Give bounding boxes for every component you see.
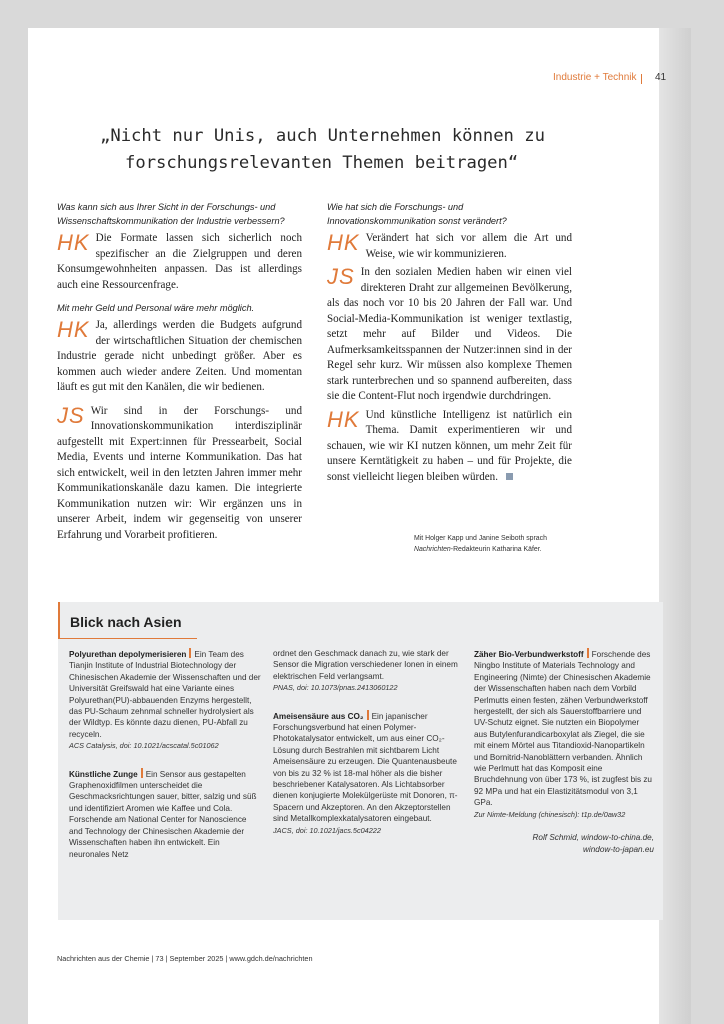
credit-line-2: Nachrichten-Redakteurin Katharina Käfer. [414, 546, 542, 553]
interview-answer [327, 265, 572, 405]
headline-line-2: forschungsrelevanten Themen beitragen“ [125, 153, 519, 173]
interview-answer [327, 408, 572, 486]
section-label: Industrie + Technik [553, 72, 637, 83]
news-text: Ein japanischer Forschungsverbund hat einen Polymer-Photokatalysator entwickelt, um aus einer CO₂-Lösung durch Bestrahlen mit sichtbarem Licht Ameisensäure zu erzeugen. Die Quantenausbeute von bis zu 32 % ist 18-mal höher als die bisher beschriebener Katalysatoren. Als Lichtabsorber dienen konjugierte Molekülgerüste mit Donoren, π-Spacern und Akzeptoren. An den Akzeptorstellen sind Metallkomplexkatalysatoren eingebaut. [273, 711, 458, 824]
magazine-page [28, 28, 691, 1024]
speaker-initials: HK [57, 230, 90, 255]
heading-divider [587, 648, 589, 658]
answer-text: Die Formate lassen sich sicherlich noch spezifischer an die Zielgruppen und deren Konsumgewohnheiten anpassen. Das ist allerdings auch eine Ressourcenfrage. [57, 232, 302, 291]
heading-divider [189, 648, 191, 658]
end-of-article-mark [506, 473, 513, 480]
speaker-initials: JS [327, 264, 355, 289]
heading-divider [141, 768, 143, 778]
news-item [69, 768, 261, 860]
news-box-signature [474, 832, 654, 855]
interview-credit [414, 533, 634, 555]
headline [100, 123, 660, 177]
news-text: Ein Sensor aus gestapelten Graphenoxidfilmen unterscheidet die Geschmacksrichtungen sauer, bitter, salzig und süß und identifiziert Aromen wie Kaffee und Cola. Forschende am National Center for Nanoscience and Technology der Chinesischen Akademie der Wissenschaften haben ihn entwickelt. Ein neuronales Netz [69, 769, 257, 859]
news-item [273, 648, 465, 694]
news-item [474, 648, 654, 820]
signature-line-2: window-to-japan.eu [582, 844, 654, 854]
news-item [69, 648, 261, 752]
interview-answer [57, 404, 302, 544]
interview-column-right [327, 200, 572, 493]
credit-line-1: Mit Holger Kapp und Janine Seiboth sprach [414, 535, 547, 542]
signature-line-1: Rolf Schmid, window-to-china.de, [532, 833, 654, 843]
interview-answer [327, 231, 572, 262]
interview-answer [57, 318, 302, 396]
speaker-initials: HK [327, 230, 360, 255]
news-reference: ACS Catalysis, doi: 10.1021/acscatal.5c01062 [69, 741, 219, 751]
page-number: 41 [655, 72, 667, 83]
interview-answer [57, 231, 302, 293]
page-footer: Nachrichten aus der Chemie | 73 | September 2025 | www.gdch.de/nachrichten [57, 954, 313, 963]
page-edge-shadow [659, 28, 691, 1024]
header-divider [641, 74, 642, 84]
interview-question: Was kann sich aus Ihrer Sicht in der Forschungs- und Wissenschaftskommunikation der Industrie verbessern? [57, 202, 285, 226]
speaker-initials: HK [327, 406, 360, 432]
news-heading: Polyurethan depolymerisieren [69, 650, 187, 659]
news-reference: JACS, doi: 10.1021/jacs.5c04222 [273, 825, 381, 835]
news-reference: Zur Nimte-Meldung (chinesisch): t1p.de/0aw32 [474, 809, 626, 819]
headline-line-1: „Nicht nur Unis, auch Unternehmen können zu [100, 126, 545, 146]
news-text: Forschende des Ningbo Institute of Materials Technology and Engineering (Nimte) der Chinesischen Akademie der Wissenschaften haben nach dem Vorbild Perlmutts einen festen, zähen Verbundwerkstoff hergestellt, der sich als Sauerstoffbarriere und UV-Schutz eignet. Sie nutzten ein Biopolymer aus Butylenfurandicarboxylat als Ziegel, die sie mit einem Mörtel aus Titandioxid-Nanopartikeln und Bornitrid-Nanoblättern verbanden. Ähnlich wie Perlmutt hat das Komposit eine Bruchdehnung von über 173 %, ist zugfest bis zu 92 MPa und hat ein Elastizitätsmodul von 3,1 GPa. [474, 650, 652, 808]
answer-text: Wir sind in der Forschungs- und Innovationskommunikation interdisziplinär aufgestellt mit Expert:innen für Pressearbeit, Social Media, Events und interne Kommunikation. Das hat sich entwickelt, weil in den letzten Jahren immer mehr Kommunikationskanäle dazu kamen. Die integrierte Kommunikation nutzen wir: Wir ergänzen uns in unserer Arbeit, indem wir gegenseitig von unserer Erfahrung und Vorarbeit profitieren. [57, 404, 302, 541]
answer-text: Verändert hat sich vor allem die Art und Weise, wie wir kommunizieren. [365, 232, 572, 260]
news-box-title: Blick nach Asien [70, 614, 182, 630]
answer-text: In den sozialen Medien haben wir einen viel direkteren Draht zur allgemeinen Bevölkerung, als das noch vor 10 bis 20 Jahren der Fall war. Und Social-Media-Kommunikation ist weniger textlastig, setzt mehr auf Bilder und Videos. Die Aufmerksamkeitsspannen der Nutzer:innen sind in der Regel sehr kurz. Wir müssen also komplexe Themen stark runterbrechen und so spannend aufbereiten, dass sie die Content-Flut noch irgendwie durchdringen. [327, 266, 572, 402]
answer-text: Und künstliche Intelligenz ist natürlich ein Thema. Damit experimentieren wir und schauen, wie wir KI nutzen können, um mehr Zeit für unsere Kerntätigkeit zu haben – und für Projekte, die sonst vielleicht liegen bleiben würden. [327, 408, 572, 483]
news-column-2 [273, 648, 465, 852]
speaker-initials: JS [57, 402, 85, 428]
speaker-initials: HK [57, 317, 90, 342]
answer-text: Ja, allerdings werden die Budgets aufgrund der wirtschaftlichen Situation der chemischen Industrie gerade nicht unbedingt größer. Aber es kommen auch wieder andere Zeiten. Und momentan läuft es gut mit den Kanälen, die wir bedienen. [57, 319, 302, 393]
interview-column-left [57, 200, 302, 551]
news-text: Ein Team des Tianjin Institute of Industrial Biotechnology der Chinesischen Akademie der Wissenschaften und der Universität Greifswald hat eine Variante eines Polyurethan(PU)-abbauenden Enzyms hergestellt, das PU-Schaum zehnmal schneller hydrolysiert als der Wildtyp. Es könnte dazu dienen, PU-Abfall zu recyceln. [69, 650, 261, 739]
news-column-1 [69, 648, 261, 876]
news-heading: Ameisensäure aus CO₂ [273, 711, 364, 721]
interview-question: Mit mehr Geld und Personal wäre mehr möglich. [57, 303, 255, 313]
news-item [273, 710, 465, 836]
heading-divider [367, 710, 369, 720]
news-column-3 [474, 648, 654, 855]
news-text: ordnet den Geschmack danach zu, wie stark der Sensor die Migration verschiedener Ionen in einem elektrischen Feld verlangsamt. [273, 649, 458, 681]
interview-question: Wie hat sich die Forschungs- und Innovationskommunikation sonst verändert? [327, 202, 507, 226]
news-reference: PNAS, doi: 10.1073/pnas.2413060122 [273, 683, 398, 693]
news-heading: Zäher Bio-Verbundwerkstoff [474, 650, 584, 659]
news-heading: Künstliche Zunge [69, 769, 138, 779]
